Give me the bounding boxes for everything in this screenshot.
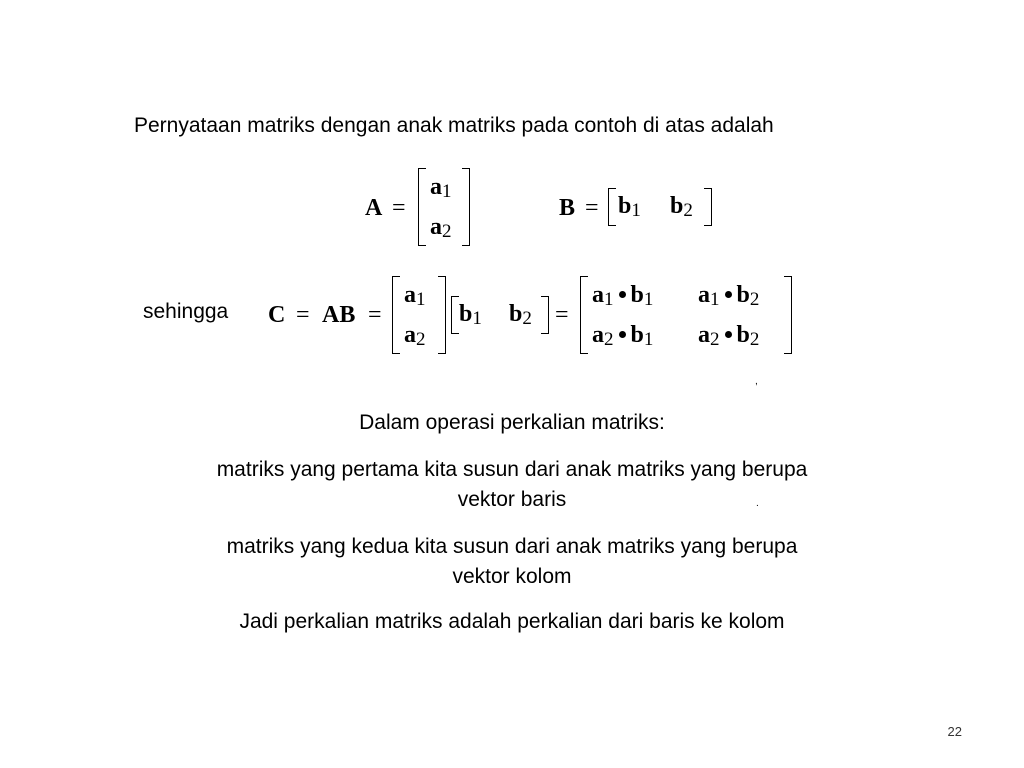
matrix-col-a — [392, 276, 446, 354]
matrix-B — [608, 188, 712, 226]
dot-operator — [725, 331, 732, 338]
col-a-cell-1: a1 — [404, 282, 426, 310]
bracket-right — [462, 168, 470, 246]
result-cell-12: a1 b2 — [698, 282, 760, 310]
bracket-left — [418, 168, 426, 246]
row-vector-line-1: matriks yang pertama kita susun dari anak matriks yang berupa — [216, 458, 808, 481]
bracket-right — [704, 188, 712, 226]
matrix-row-b — [451, 296, 549, 334]
page-number: 22 — [947, 724, 962, 739]
matrix-B-cell-1: b1 — [618, 193, 641, 221]
bracket-left — [451, 296, 459, 334]
matrix-B-cell-2: b2 — [670, 193, 693, 221]
bracket-left — [580, 276, 588, 354]
conclusion-text: Jadi perkalian matriks adalah perkalian dari baris ke kolom — [239, 610, 785, 633]
matrix-A-cell-1: a1 — [430, 174, 452, 202]
heading-text: Dalam operasi perkalian matriks: — [359, 411, 665, 434]
dot-operator — [619, 291, 626, 298]
result-cell-22: a2 b2 — [698, 322, 760, 350]
bracket-left — [392, 276, 400, 354]
col-a-cell-2: a2 — [404, 322, 426, 350]
eq-AB: = — [368, 302, 382, 328]
matrix-B-label: B — [559, 195, 576, 221]
intro-text: Pernyataan matriks dengan anak matriks pada contoh di atas adalah — [134, 114, 774, 137]
stray-dot: . — [756, 498, 759, 509]
sehingga-text: sehingga — [143, 300, 229, 323]
eq-B: = — [585, 195, 599, 221]
matrix-result — [580, 276, 792, 354]
result-cell-21: a2 b1 — [592, 322, 654, 350]
result-cell-11: a1 b1 — [592, 282, 654, 310]
bracket-left — [608, 188, 616, 226]
stray-comma: , — [755, 376, 758, 387]
eq-A: = — [392, 195, 406, 221]
eq-result: = — [555, 302, 569, 328]
column-vector-line-2: vektor kolom — [452, 565, 572, 588]
column-vector-line-1: matriks yang kedua kita susun dari anak matriks yang berupa — [226, 535, 798, 558]
matrix-A-label: A — [365, 195, 383, 221]
dot-operator — [619, 331, 626, 338]
row-vector-line-2: vektor baris — [457, 488, 567, 511]
bracket-right — [784, 276, 792, 354]
matrix-A — [418, 168, 470, 246]
C-label: C — [268, 302, 286, 328]
bracket-right — [541, 296, 549, 334]
matrix-A-cell-2: a2 — [430, 214, 452, 242]
dot-operator — [725, 291, 732, 298]
eq-C: = — [296, 302, 310, 328]
row-b-cell-2: b2 — [509, 301, 532, 329]
bracket-right — [438, 276, 446, 354]
AB-label: AB — [322, 302, 356, 328]
row-b-cell-1: b1 — [459, 301, 482, 329]
